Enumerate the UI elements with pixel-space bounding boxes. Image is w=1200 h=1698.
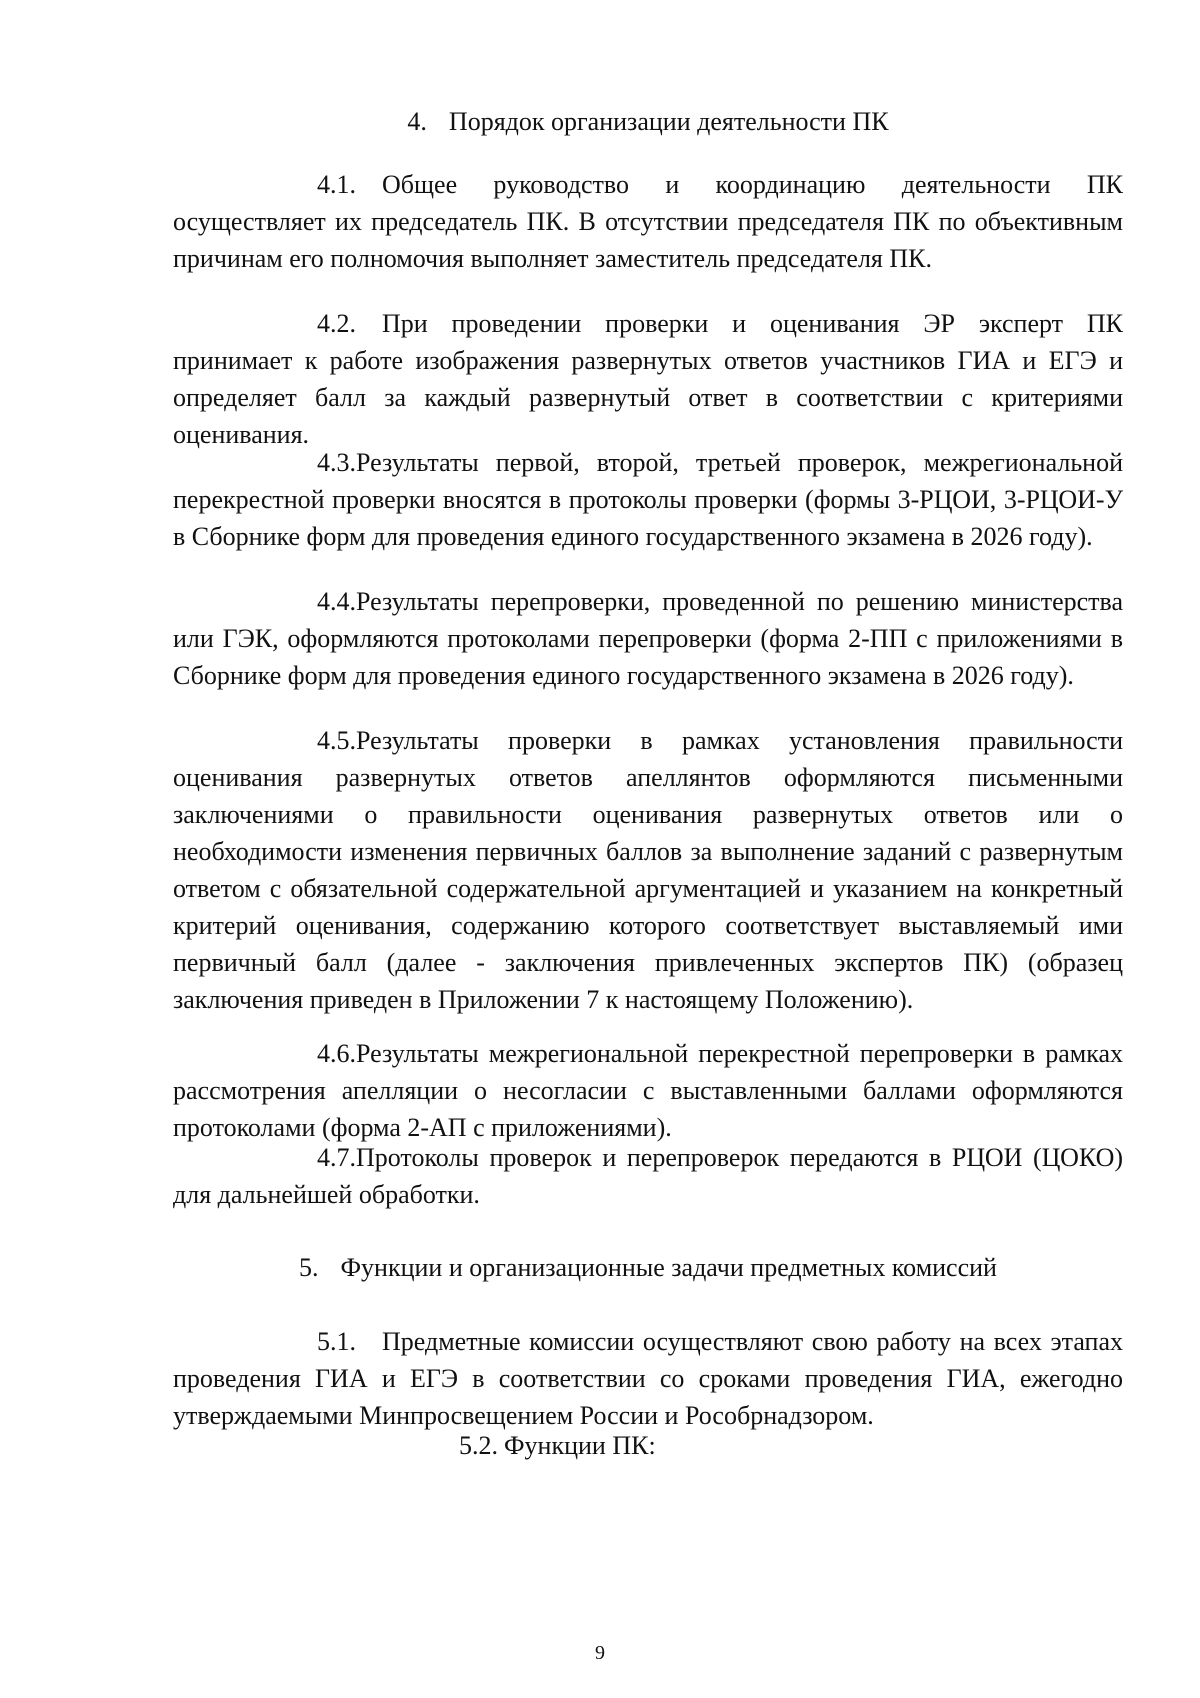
section-5-title: Функции и организационные задачи предметных комиссий (340, 1253, 997, 1282)
paragraph-number: 5.2. (459, 1431, 498, 1460)
paragraph-4-1 (173, 166, 1123, 277)
section-5-heading (173, 1251, 1123, 1285)
paragraph-number: 4.3. (317, 448, 356, 477)
page-number: 9 (595, 1642, 605, 1664)
section-5-number: 5. (299, 1253, 319, 1282)
paragraph-number: 4.4. (317, 587, 356, 616)
paragraph-text: Предметные комиссии осуществляют свою работу на всех этапах проведения ГИА и ЕГЭ в соответствии со сроками проведения ГИА, ежегодно утверждаемыми Минпросвещением России и Рособрнадзором. (173, 1327, 1123, 1430)
paragraph-number: 4.6. (317, 1039, 356, 1068)
paragraph-number: 4.1. (317, 170, 356, 199)
paragraph-text: Общее руководство и координацию деятельности ПК осуществляет их председатель ПК. В отсутствии председателя ПК по объективным причинам его полномочия выполняет заместитель председателя ПК. (173, 170, 1123, 273)
paragraph-text: Результаты межрегиональной перекрестной перепроверки в рамках рассмотрения апелляции о несогласии с выставленными баллами оформляются протоколами (форма 2-АП с приложениями). (173, 1039, 1123, 1142)
paragraph-text: Функции ПК: (504, 1431, 656, 1460)
paragraph-4-7 (173, 1139, 1123, 1213)
paragraph-4-5 (173, 722, 1123, 1018)
paragraph-4-2 (173, 305, 1123, 453)
paragraph-number: 5.1. (317, 1327, 356, 1356)
paragraph-4-3 (173, 444, 1123, 555)
paragraph-number: 4.7. (317, 1143, 356, 1172)
paragraph-5-1 (173, 1323, 1123, 1434)
paragraph-4-6 (173, 1035, 1123, 1146)
paragraph-4-4 (173, 583, 1123, 694)
paragraph-text: Результаты проверки в рамках установления правильности оценивания развернутых ответов апеллянтов оформляются письменными заключениями о правильности оценивания развернутых ответов или о необходимости изменения первичных баллов за выполнение заданий с развернутым ответом с обязательной содержательной аргументацией и указанием на конкретный критерий оценивания, содержанию которого соответствует выставляемый ими первичный балл (далее - заключения привлеченных экспертов ПК) (образец заключения приведен в Приложении 7 к настоящему Положению). (173, 726, 1123, 1014)
paragraph-text: При проведении проверки и оценивания ЭР эксперт ПК принимает к работе изображения развернутых ответов участников ГИА и ЕГЭ и определяет балл за каждый развернутый ответ в соответствии с критериями оценивания. (173, 309, 1123, 449)
section-4-number: 4. (407, 107, 427, 136)
paragraph-5-2 (173, 1427, 1123, 1464)
section-4-title: Порядок организации деятельности ПК (448, 107, 889, 136)
paragraph-number: 4.5. (317, 726, 356, 755)
paragraph-text: Результаты первой, второй, третьей проверок, межрегиональной перекрестной проверки вносятся в протоколы проверки (формы 3-РЦОИ, 3-РЦОИ-У в Сборнике форм для проведения единого государственного экзамена в 2026 году). (173, 448, 1123, 551)
paragraph-text: Протоколы проверок и перепроверок передаются в РЦОИ (ЦОКО) для дальнейшей обработки. (173, 1143, 1123, 1209)
section-4-heading (173, 105, 1123, 139)
paragraph-number: 4.2. (317, 309, 356, 338)
paragraph-text: Результаты перепроверки, проведенной по решению министерства или ГЭК, оформляются протоколами перепроверки (форма 2-ПП с приложениями в Сборнике форм для проведения единого государственного экзамена в 2026 году). (173, 587, 1123, 690)
